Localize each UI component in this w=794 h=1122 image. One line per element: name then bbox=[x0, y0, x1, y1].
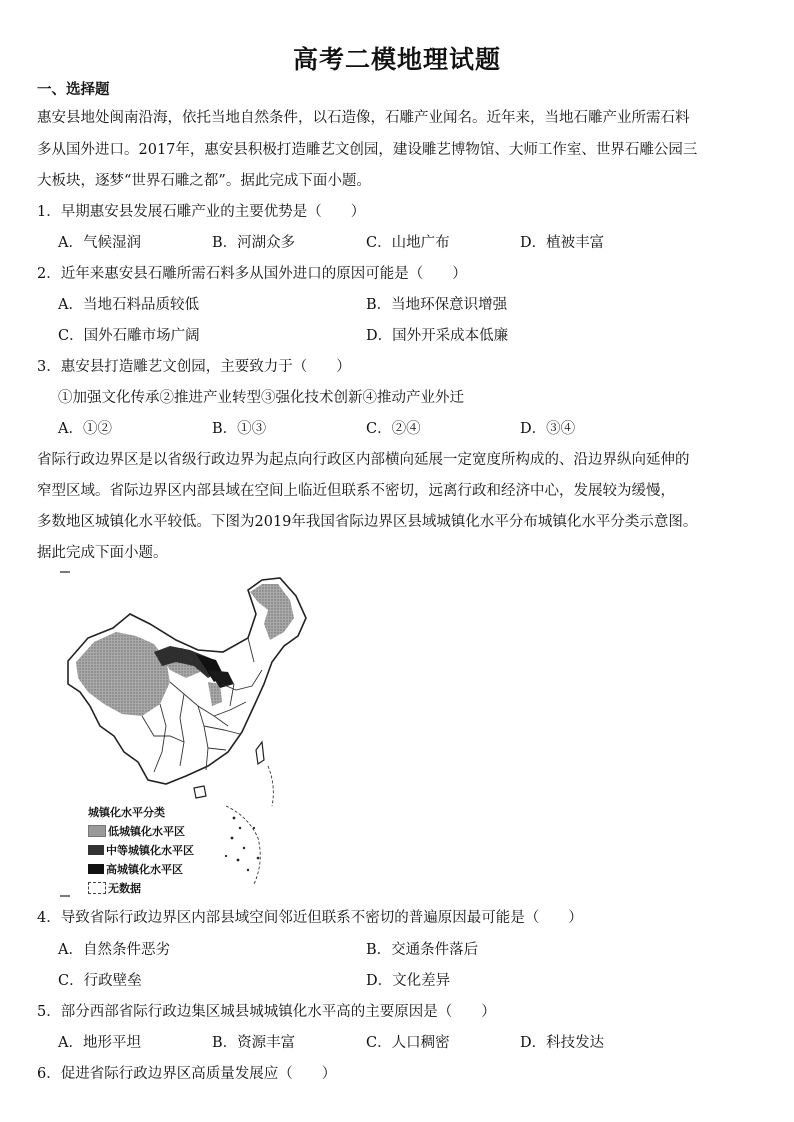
q2-option-d: D．国外开采成本低廉 bbox=[366, 328, 509, 344]
legend-label-high: 高城镇化水平区 bbox=[106, 862, 183, 876]
q4-option-d: D．文化差异 bbox=[366, 973, 451, 989]
q3-option-b: B．①③ bbox=[212, 421, 267, 437]
q3-statements: ①加强文化传承②推进产业转型③强化技术创新④推动产业外迁 bbox=[58, 390, 464, 406]
page-title: 高考二模地理试题 bbox=[292, 45, 501, 74]
q2-option-a: A．当地石料品质较低 bbox=[58, 297, 199, 313]
q3-option-c: C．②④ bbox=[366, 421, 421, 437]
passage1-line: 多从国外进口。2017年，惠安县积极打造雕艺文创园，建设雕艺博物馆、大师工作室、世界石雕公园三 bbox=[37, 142, 698, 158]
q2-option-c: C．国外石雕市场广阔 bbox=[58, 328, 200, 344]
question-4-stem: 4．导致省际行政边界区内部县域空间邻近但联系不密切的普遍原因最可能是（ ） bbox=[37, 910, 583, 926]
q5-option-d: D．科技发达 bbox=[520, 1035, 605, 1051]
passage2-line: 窄型区域。省际边界区内部县域在空间上临近但联系不密切，远离行政和经济中心，发展较为缓慢， bbox=[37, 483, 675, 499]
map-legend bbox=[88, 802, 194, 897]
legend-swatch-medium bbox=[88, 845, 104, 855]
q2-option-b: B．当地环保意识增强 bbox=[366, 297, 508, 313]
q3-option-d: D．③④ bbox=[520, 421, 576, 437]
passage2-line: 省际行政边界区是以省级行政边界为起点向行政区内部横向延展一定宽度所构成的、沿边界纵向延伸的 bbox=[37, 452, 690, 468]
question-6-stem: 6．促进省际行政边界区高质量发展应（ ） bbox=[37, 1066, 337, 1082]
q5-option-b: B．资源丰富 bbox=[212, 1035, 296, 1051]
legend-label-medium: 中等城镇化水平区 bbox=[106, 843, 194, 857]
passage2-line: 据此完成下面小题。 bbox=[37, 545, 168, 561]
q5-option-c: C．人口稠密 bbox=[366, 1035, 450, 1051]
legend-swatch-nodata bbox=[88, 882, 106, 894]
passage1-line: 惠安县地处闽南沿海，依托当地自然条件，以石造像，石雕产业闻名。近年来，当地石雕产业所需石料 bbox=[37, 110, 690, 126]
section-heading: 一、选择题 bbox=[37, 82, 110, 98]
legend-swatch-high bbox=[88, 864, 104, 874]
q4-option-c: C．行政壁垒 bbox=[58, 973, 142, 989]
q1-option-c: C．山地广布 bbox=[366, 235, 450, 251]
q1-option-d: D．植被丰富 bbox=[520, 235, 605, 251]
q1-option-b: B．河湖众多 bbox=[212, 235, 296, 251]
q1-option-a: A．气候湿润 bbox=[58, 235, 141, 251]
passage2-line: 多数地区城镇化水平较低。下图为2019年我国省际边界区县域城镇化水平分布城镇化水平分类示意图。 bbox=[37, 514, 698, 530]
q5-option-a: A．地形平坦 bbox=[58, 1035, 141, 1051]
question-2-stem: 2．近年来惠安县石雕所需石料多从国外进口的原因可能是（ ） bbox=[37, 266, 467, 282]
legend-label-nodata: 无数据 bbox=[108, 881, 141, 895]
legend-title: 城镇化水平分类 bbox=[88, 805, 165, 819]
question-5-stem: 5．部分西部省际行政边集区城县城城镇化水平高的主要原因是（ ） bbox=[37, 1004, 496, 1020]
passage1-line: 大板块，逐梦“世界石雕之都”。据此完成下面小题。 bbox=[37, 173, 371, 189]
q4-option-b: B．交通条件落后 bbox=[366, 942, 479, 958]
question-1-stem: 1．早期惠安县发展石雕产业的主要优势是（ ） bbox=[37, 204, 366, 220]
legend-label-low: 低城镇化水平区 bbox=[108, 824, 185, 838]
legend-swatch-low bbox=[88, 825, 106, 837]
q4-option-a: A．自然条件恶劣 bbox=[58, 942, 170, 958]
q3-option-a: A．①② bbox=[58, 421, 112, 437]
question-3-stem: 3．惠安县打造雕艺文创园，主要致力于（ ） bbox=[37, 359, 351, 375]
